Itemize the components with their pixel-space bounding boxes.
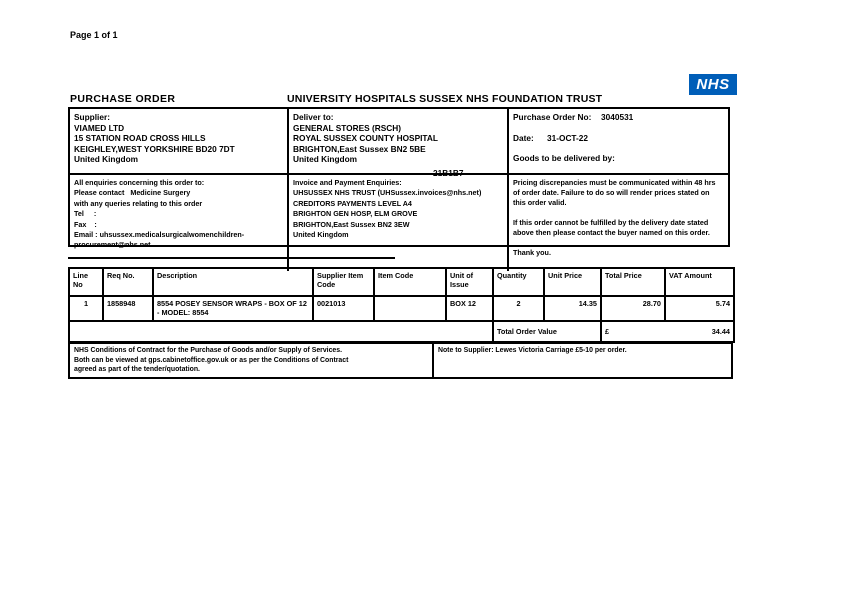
pricing-notice-para3: Thank you. — [513, 248, 551, 257]
invoice-enquiries-line4: BRIGHTON,East Sussex BN2 3EW — [293, 219, 410, 229]
currency-symbol: £ — [605, 327, 610, 336]
items-header-row — [69, 268, 734, 296]
supplier-label: Supplier: — [74, 112, 110, 122]
invoice-enquiries-line1: UHSUSSEX NHS TRUST (UHSussex.invoices@nhs.net) — [293, 188, 482, 198]
invoice-enquiries-line2: CREDITORS PAYMENTS LEVEL A4 — [293, 198, 412, 208]
conditions-note-line2: Both can be viewed at gps.cabinetoffice.gov.uk or as per the Conditions of Contract — [74, 356, 349, 364]
cell-item-code — [374, 296, 446, 321]
enquiries-contact: Please contact Medicine Surgery — [74, 188, 191, 198]
table-row — [69, 296, 734, 321]
cell-vat-amount: 5.74 — [665, 296, 734, 321]
doc-title: PURCHASE ORDER — [70, 93, 176, 105]
supplier-address1: 15 STATION ROAD CROSS HILLS — [74, 133, 206, 144]
conditions-note-line1: NHS Conditions of Contract for the Purchase of Goods and/or Supply of Services. — [74, 347, 342, 354]
total-order-value-amount: 34.44 — [711, 327, 730, 336]
col-header-quantity: Quantity — [493, 268, 544, 296]
col-header-unit-of-issue: Unit of Issue — [446, 268, 493, 296]
total-order-value-label: Total Order Value — [493, 321, 601, 342]
col-header-line-no: Line No — [69, 268, 103, 296]
conditions-note — [70, 344, 434, 377]
cell-line-no: 1 — [69, 296, 103, 321]
deliver-to-line2: ROYAL SUSSEX COUNTY HOSPITAL — [293, 133, 438, 144]
col-header-vat-amount: VAT Amount — [665, 268, 734, 296]
deliver-to-block — [289, 109, 509, 178]
divider-line — [68, 257, 395, 259]
pricing-notice-para1: Pricing discrepancies must be communicated within 48 hrs of order date. Failure to do so will render prices stated on this order valid. — [513, 178, 716, 207]
enquiries-tel: Tel : — [74, 209, 97, 219]
pricing-notice-para2: If this order cannot be fulfilled by the delivery date stated above then please contact the buyer named on this order. — [513, 218, 710, 237]
col-header-total-price: Total Price — [601, 268, 665, 296]
col-header-req-no: Req No. — [103, 268, 153, 296]
delivery-location-code: 21B1B7 — [433, 167, 464, 178]
deliver-to-country: United Kingdom — [293, 154, 358, 165]
col-header-supplier-item-code: Supplier Item Code — [313, 268, 374, 296]
order-date-line — [513, 133, 724, 144]
deliver-to-line1: GENERAL STORES (RSCH) — [293, 122, 402, 133]
total-order-value-cell — [601, 321, 734, 342]
pricing-notice-block — [509, 175, 728, 271]
deliver-to-label: Deliver to: — [293, 112, 334, 122]
po-number-line — [513, 112, 724, 123]
enquiries-queries: with any queries relating to this order — [74, 198, 203, 208]
cell-description: 8554 POSEY SENSOR WRAPS - BOX OF 12 - MODEL: 8554 — [153, 296, 313, 321]
enquiries-fax: Fax : — [74, 219, 97, 229]
col-header-description: Description — [153, 268, 313, 296]
supplier-country: United Kingdom — [74, 154, 139, 165]
total-row — [69, 321, 734, 342]
nhs-logo — [689, 74, 737, 95]
invoice-enquiries-line5: United Kingdom — [293, 230, 349, 240]
deliver-to-line3: BRIGHTON,East Sussex BN2 5BE — [293, 143, 426, 154]
conditions-note-line3: agreed as part of the tender/quotation. — [74, 366, 200, 374]
enquiries-email-line2: procurement@nhs.net — [74, 240, 151, 250]
cell-supplier-item-code: 0021013 — [313, 296, 374, 321]
order-info-grid — [68, 107, 730, 257]
order-date-label: Date: — [513, 132, 534, 143]
cell-req-no: 1858948 — [103, 296, 153, 321]
enquiries-email-line1: Email : uhsussex.medicalsurgicalwomenchildren- — [74, 230, 245, 240]
nhs-logo-text: NHS — [696, 76, 730, 93]
supplier-name: VIAMED LTD — [74, 122, 125, 133]
supplier-note: Note to Supplier: Lewes Victoria Carriage £5-10 per order. — [438, 347, 627, 354]
total-row-spacer — [69, 321, 493, 342]
items-table — [68, 267, 735, 343]
order-date-value: 31-OCT-22 — [547, 132, 589, 143]
invoice-enquiries-heading: Invoice and Payment Enquiries: — [293, 178, 402, 187]
col-header-unit-price: Unit Price — [544, 268, 601, 296]
col-header-item-code: Item Code — [374, 268, 446, 296]
page-indicator: Page 1 of 1 — [70, 30, 118, 40]
cell-unit-price: 14.35 — [544, 296, 601, 321]
supplier-block — [70, 109, 289, 175]
goods-delivered-by-label: Goods to be delivered by: — [513, 153, 615, 164]
supplier-address2: KEIGHLEY,WEST YORKSHIRE BD20 7DT — [74, 143, 235, 154]
po-number-value: 3040531 — [601, 112, 634, 122]
org-title: UNIVERSITY HOSPITALS SUSSEX NHS FOUNDATION TRUST — [287, 93, 603, 105]
cell-total-price: 28.70 — [601, 296, 665, 321]
cell-quantity: 2 — [493, 296, 544, 321]
footer-notes — [68, 342, 733, 379]
invoice-enquiries-line3: BRIGHTON GEN HOSP, ELM GROVE — [293, 209, 418, 219]
po-number-label: Purchase Order No: — [513, 112, 592, 122]
cell-unit-of-issue: BOX 12 — [446, 296, 493, 321]
order-meta-block — [509, 109, 728, 175]
enquiries-heading: All enquiries concerning this order to: — [74, 178, 205, 187]
